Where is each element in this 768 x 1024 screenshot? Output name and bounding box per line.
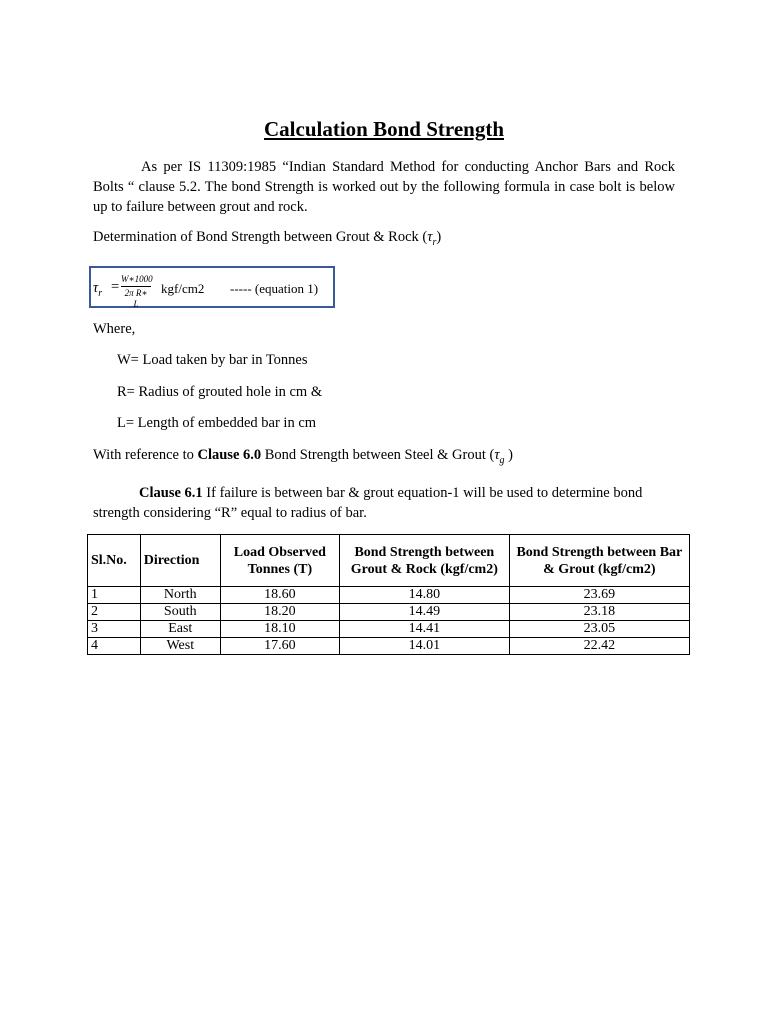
header-load: Load Observed Tonnes (T) (220, 535, 339, 587)
cell-grout-rock: 14.80 (339, 587, 509, 604)
clause-6-1-text: If failure is between bar & grout equation-1 will be used to determine bond strength considering “R” equal to radius of bar. (93, 485, 643, 521)
header-direction: Direction (140, 535, 220, 587)
clause-6-1-paragraph (93, 483, 653, 523)
cell-bar-grout: 22.42 (509, 638, 689, 655)
equation-box (89, 266, 335, 308)
header-bar-grout: Bond Strength between Bar & Grout (kgf/cm2) (509, 535, 689, 587)
equation-lhs-symbol: τ (93, 280, 99, 296)
cell-direction: South (140, 604, 220, 621)
cell-load: 18.60 (220, 587, 339, 604)
reference-line (93, 447, 513, 466)
cell-slno: 2 (88, 604, 141, 621)
equation-lhs (93, 280, 102, 299)
table-header-row (88, 535, 690, 587)
cell-slno: 1 (88, 587, 141, 604)
reference-middle: Bond Strength between Steel & Grout ( (261, 447, 495, 463)
cell-grout-rock: 14.41 (339, 621, 509, 638)
equation-lhs-sub: r (98, 287, 103, 299)
cell-bar-grout: 23.69 (509, 587, 689, 604)
equation-denominator: 2π R∗ L (124, 288, 148, 309)
table-row (88, 638, 690, 655)
definition-l: L= Length of embedded bar in cm (117, 415, 317, 431)
equation-equals: = (111, 279, 120, 295)
tau-sub: r (432, 236, 437, 248)
cell-grout-rock: 14.01 (339, 638, 509, 655)
equation-ref: ----- (equation 1) (230, 281, 319, 296)
cell-slno: 4 (88, 638, 141, 655)
determination-line (93, 229, 441, 248)
cell-load: 17.60 (220, 638, 339, 655)
reference-prefix: With reference to (93, 447, 198, 463)
reference-clause: Clause 6.0 (197, 447, 262, 463)
clause-6-1-label: Clause 6.1 (139, 485, 203, 501)
page-title: Calculation Bond Strength (264, 117, 504, 141)
where-label: Where, (93, 321, 136, 337)
tau-g-glyph: τ (494, 447, 500, 463)
definition-w: W= Load taken by bar in Tonnes (117, 352, 308, 368)
equation-fraction (121, 274, 151, 310)
reference-close: ) (504, 447, 513, 463)
cell-bar-grout: 23.18 (509, 604, 689, 621)
table-row (88, 587, 690, 604)
tau-g-symbol (494, 447, 505, 466)
cell-grout-rock: 14.49 (339, 604, 509, 621)
equation-numerator: W∗1000 (121, 274, 151, 287)
table-row (88, 621, 690, 638)
cell-direction: North (140, 587, 220, 604)
header-grout-rock: Bond Strength between Grout & Rock (kgf/cm2) (339, 535, 509, 587)
tau-g-sub: g (499, 454, 505, 466)
determination-text: Determination of Bond Strength between Grout & Rock ( (93, 229, 428, 245)
tau-r-symbol (427, 229, 437, 248)
tau-glyph: τ (427, 229, 433, 245)
results-table (87, 534, 690, 655)
equation-unit: kgf/cm2 (161, 281, 205, 296)
cell-slno: 3 (88, 621, 141, 638)
cell-load: 18.20 (220, 604, 339, 621)
cell-direction: West (140, 638, 220, 655)
determination-close: ) (436, 229, 442, 245)
table-row (88, 604, 690, 621)
cell-direction: East (140, 621, 220, 638)
intro-paragraph: As per IS 11309:1985 “Indian Standard Method for conducting Anchor Bars and Rock Bolts “ clause 5.2. The bond Strength is worked out by the following formula in case bolt is below up to failure between grout and rock. (93, 159, 675, 215)
header-slno: Sl.No. (88, 535, 141, 587)
cell-load: 18.10 (220, 621, 339, 638)
cell-bar-grout: 23.05 (509, 621, 689, 638)
definition-r: R= Radius of grouted hole in cm & (117, 384, 323, 400)
